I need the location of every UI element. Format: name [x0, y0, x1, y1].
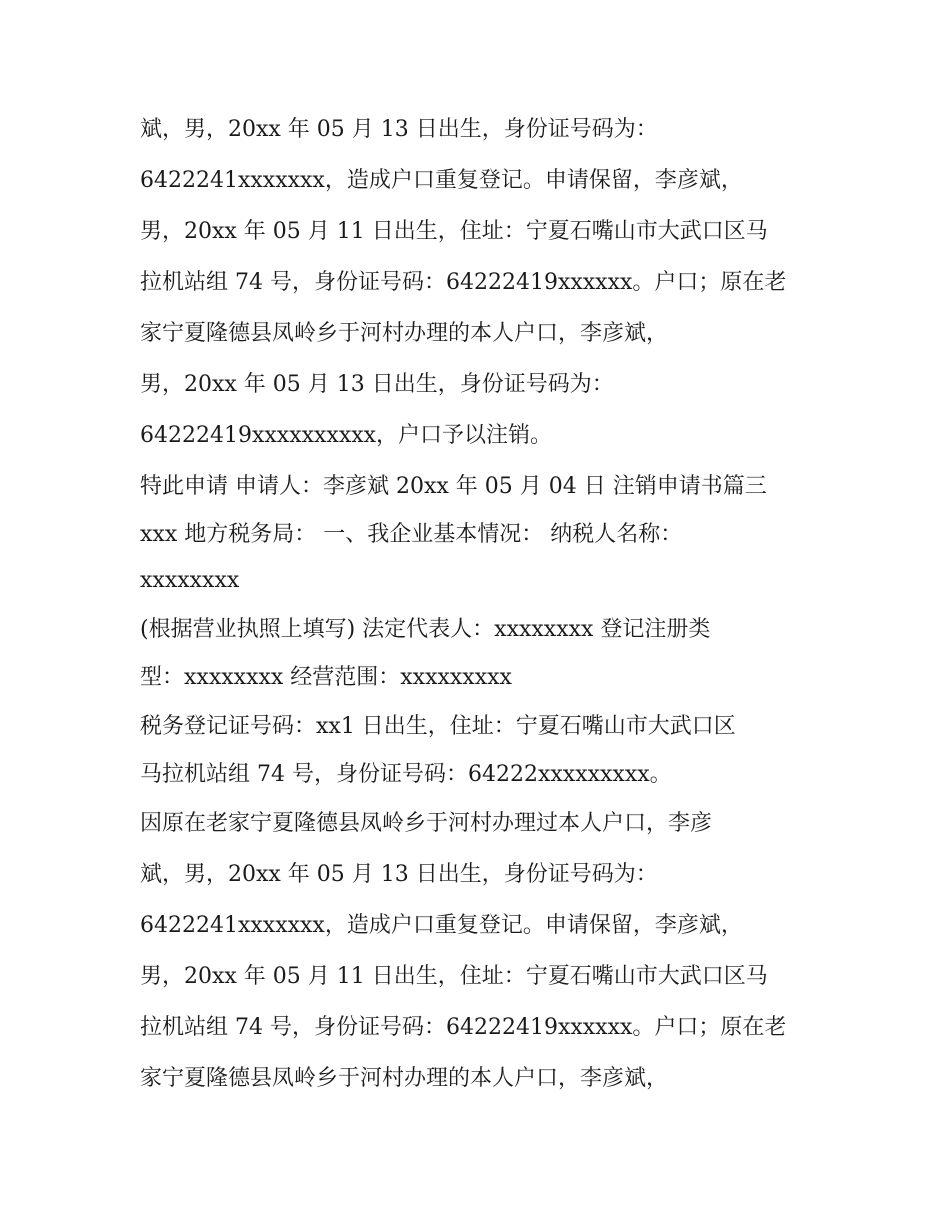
text-line: 拉机站组 74 号，身份证号码：64222419xxxxxx。户口；原在老 [140, 270, 787, 295]
text-line: 男，20xx 年 05 月 11 日出生，住址：宁夏石嘴山市大武口区马 [140, 964, 768, 989]
text-line: 斌，男，20xx 年 05 月 13 日出生，身份证号码为： [140, 117, 658, 142]
text-line: xxxxxxxx [140, 568, 240, 593]
text-line: 型：xxxxxxxx 经营范围：xxxxxxxxx [140, 665, 512, 690]
text-line: 特此申请 申请人：李彦斌 20xx 年 05 月 04 日 注销申请书篇三 [140, 474, 767, 499]
text-line: 拉机站组 74 号，身份证号码：64222419xxxxxx。户口；原在老 [140, 1015, 787, 1040]
text-line: 因原在老家宁夏隆德县凤岭乡于河村办理过本人户口，李彦 [140, 811, 713, 836]
text-line: 马拉机站组 74 号，身份证号码：64222xxxxxxxxx。 [140, 762, 672, 787]
text-line: 64222419xxxxxxxxxx，户口予以注销。 [140, 423, 553, 448]
text-line: 男，20xx 年 05 月 11 日出生，住址：宁夏石嘴山市大武口区马 [140, 219, 768, 244]
text-line: 税务登记证号码：xx1 日出生，住址：宁夏石嘴山市大武口区 [140, 714, 736, 739]
document-body [140, 104, 830, 1104]
text-line: 男，20xx 年 05 月 13 日出生，身份证号码为： [140, 372, 614, 397]
text-line: 家宁夏隆德县凤岭乡于河村办理的本人户口，李彦斌， [140, 321, 669, 346]
text-line: 家宁夏隆德县凤岭乡于河村办理的本人户口，李彦斌， [140, 1066, 669, 1091]
text-line: 6422241xxxxxxx，造成户口重复登记。申请保留，李彦斌， [140, 913, 743, 938]
text-line: 斌，男，20xx 年 05 月 13 日出生，身份证号码为： [140, 862, 658, 887]
text-line: xxx 地方税务局： 一、我企业基本情况： 纳税人名称： [140, 522, 683, 547]
text-line: (根据营业执照上填写) 法定代表人：xxxxxxxx 登记注册类 [140, 617, 711, 642]
text-line: 6422241xxxxxxx，造成户口重复登记。申请保留，李彦斌， [140, 168, 743, 193]
